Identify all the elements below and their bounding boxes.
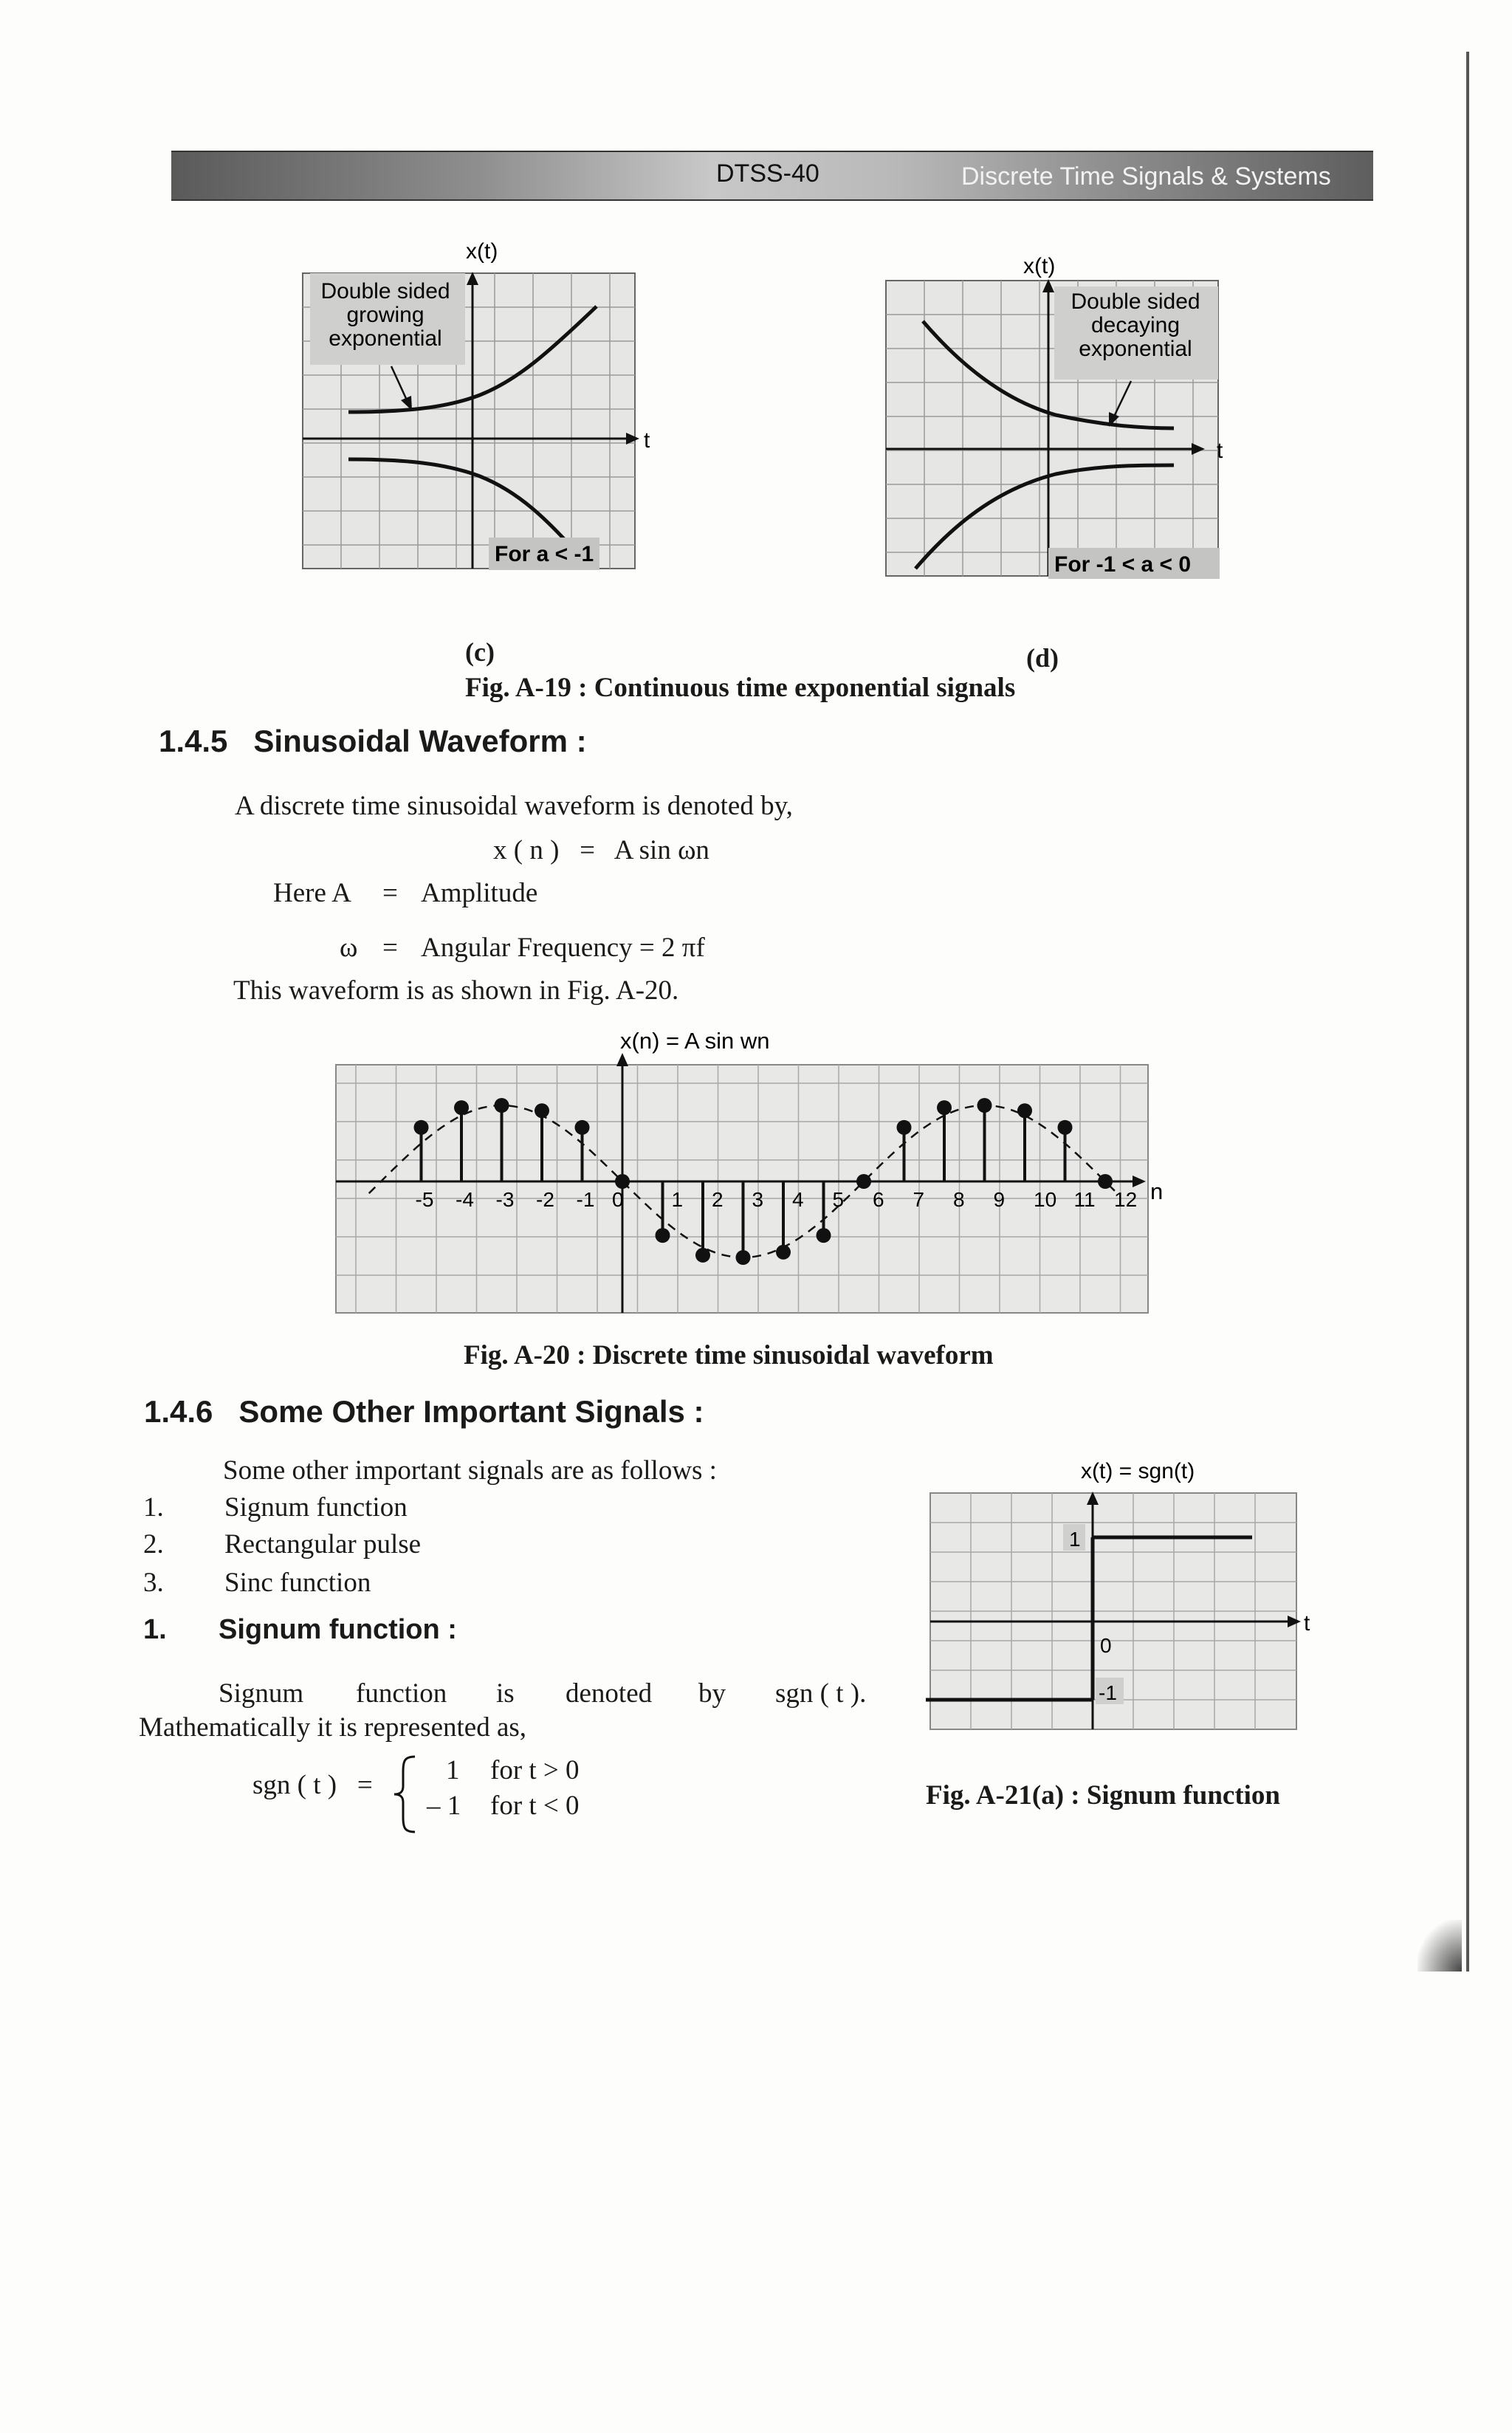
x-tick-label: 0 [612, 1188, 624, 1211]
omega-lhs: ω [340, 933, 358, 963]
stem-marker [937, 1100, 952, 1115]
waveform-shown-text: This waveform is as shown in Fig. A-20. [233, 975, 679, 1006]
list-item-1-num: 1. [143, 1492, 164, 1523]
x-tick-label: -3 [495, 1188, 515, 1211]
axis-x-label: t [644, 428, 650, 453]
scan-edge-shadow [1466, 52, 1469, 1972]
stem-marker [776, 1245, 791, 1260]
annotation-line-1: Double sided [1071, 289, 1200, 314]
condition-label: For -1 < a < 0 [1054, 552, 1192, 577]
case-1-condition: for t > 0 [490, 1755, 580, 1785]
signum-para-word-6: sgn ( t ). [775, 1678, 867, 1709]
x-tick-label: -4 [456, 1188, 474, 1211]
list-item-2: Rectangular pulse [224, 1529, 422, 1559]
list-item-3-num: 3. [143, 1568, 164, 1598]
header-code: DTSS-40 [716, 159, 819, 188]
curly-brace-icon [390, 1754, 419, 1835]
subsection-num: 1. [143, 1614, 167, 1645]
x-tick-label: -2 [536, 1188, 554, 1211]
axis-x-label: n [1150, 1178, 1164, 1204]
list-item-2-num: 2. [143, 1529, 164, 1559]
signum-para-word-2: function [356, 1678, 447, 1709]
stem-marker [977, 1098, 992, 1113]
stem-marker [454, 1100, 469, 1115]
case-2-condition: for t < 0 [490, 1791, 580, 1821]
stem-marker [1098, 1174, 1113, 1189]
x-tick-label: 1 [671, 1188, 684, 1211]
y-axis-arrow-icon [616, 1053, 628, 1066]
x-tick-label: 6 [873, 1188, 884, 1211]
decaying-exponential-graph [879, 244, 1262, 628]
figure-a19-c [295, 236, 650, 620]
annotation-line-3: exponential [329, 326, 442, 351]
section-145-intro: A discrete time sinusoidal waveform is denoted by, [235, 791, 793, 821]
case-1-value: 1 [446, 1755, 460, 1785]
axis-y-label: x(t) = sgn(t) [1081, 1459, 1195, 1483]
stem-marker [575, 1120, 590, 1135]
axis-y-label: x(n) = A sin wn [620, 1028, 770, 1054]
annotation-line-2: decaying [1090, 313, 1181, 337]
x-tick-label: 12 [1114, 1188, 1138, 1211]
stem-marker [656, 1228, 670, 1243]
x-tick-label: -5 [415, 1188, 434, 1211]
stem-marker [695, 1248, 710, 1263]
growing-exponential-graph [295, 236, 650, 620]
figure-a19-d [879, 244, 1262, 628]
x-tick-label: 4 [792, 1188, 804, 1211]
stem-marker [1058, 1120, 1073, 1135]
case-2-value: – 1 [427, 1791, 461, 1821]
signum-para-word-1: Signum [219, 1678, 304, 1709]
sinusoid-stem-chart [325, 1026, 1166, 1322]
here-a-lhs: Here A [273, 878, 351, 908]
figure-a21a [915, 1455, 1329, 1757]
figure-a20-caption: Fig. A-20 : Discrete time sinusoidal waveform [464, 1340, 994, 1370]
signum-para-line-2: Mathematically it is represented as, [139, 1712, 527, 1743]
signum-para-word-4: denoted [566, 1678, 653, 1709]
subsection-heading: Signum function : [219, 1614, 457, 1645]
x-tick-label: -1 [576, 1188, 595, 1211]
here-a-eq: = [382, 878, 398, 908]
annotation-line-1: Double sided [320, 279, 450, 303]
scan-smudge [1418, 1920, 1462, 1972]
sgn-equation-lhs: sgn ( t ) = [252, 1770, 373, 1800]
list-item-3: Sinc function [224, 1568, 371, 1598]
axis-y-label: x(t) [466, 239, 498, 264]
x-tick-label: 2 [712, 1188, 724, 1211]
panel-label-c: (c) [465, 637, 495, 667]
x-tick-label: 7 [913, 1188, 925, 1211]
x-tick-label: 3 [752, 1188, 764, 1211]
signum-para-word-5: by [698, 1678, 726, 1709]
stem-marker [535, 1103, 549, 1118]
stem-marker [736, 1250, 751, 1265]
x-tick-label: 11 [1073, 1188, 1096, 1211]
stem-marker [414, 1120, 429, 1135]
stem-marker [495, 1098, 509, 1113]
signum-graph [915, 1455, 1329, 1757]
tick-label-zero: 0 [1100, 1634, 1112, 1657]
stem-marker [615, 1174, 630, 1189]
figure-a19-caption: Fig. A-19 : Continuous time exponential signals [465, 673, 1016, 703]
section-146-heading: 1.4.6 Some Other Important Signals : [144, 1394, 704, 1429]
omega-eq: = [382, 933, 398, 963]
figure-a20 [325, 1026, 1166, 1322]
signum-para-word-3: is [496, 1678, 515, 1709]
stem-marker [897, 1120, 912, 1135]
x-tick-label: 5 [832, 1188, 845, 1211]
tick-label-one: 1 [1069, 1528, 1081, 1551]
stem-marker [817, 1228, 831, 1243]
stem-marker [856, 1174, 871, 1189]
section-146-intro: Some other important signals are as follows : [223, 1455, 717, 1486]
list-item-1: Signum function [224, 1492, 408, 1523]
figure-a21a-caption: Fig. A-21(a) : Signum function [926, 1780, 1281, 1811]
x-tick-label: 10 [1034, 1188, 1057, 1211]
stem-marker [1017, 1103, 1032, 1118]
axis-x-label: t [1304, 1611, 1310, 1636]
x-tick-label: 8 [953, 1188, 965, 1211]
panel-label-d: (d) [1026, 643, 1059, 673]
header-title: Discrete Time Signals & Systems [961, 162, 1331, 191]
annotation-line-3: exponential [1079, 337, 1192, 361]
x-tick-label: 9 [993, 1188, 1006, 1211]
axis-x-label: t [1217, 439, 1223, 463]
section-145-heading: 1.4.5 Sinusoidal Waveform : [159, 724, 587, 758]
omega-rhs: Angular Frequency = 2 πf [421, 933, 705, 963]
axis-y-label: x(t) [1023, 254, 1056, 278]
sine-equation: x ( n ) = A sin ωn [493, 835, 709, 865]
here-a-rhs: Amplitude [421, 878, 538, 908]
annotation-line-2: growing [346, 303, 425, 327]
tick-label-minus-one: -1 [1099, 1681, 1117, 1704]
condition-label: For a < -1 [495, 542, 594, 566]
